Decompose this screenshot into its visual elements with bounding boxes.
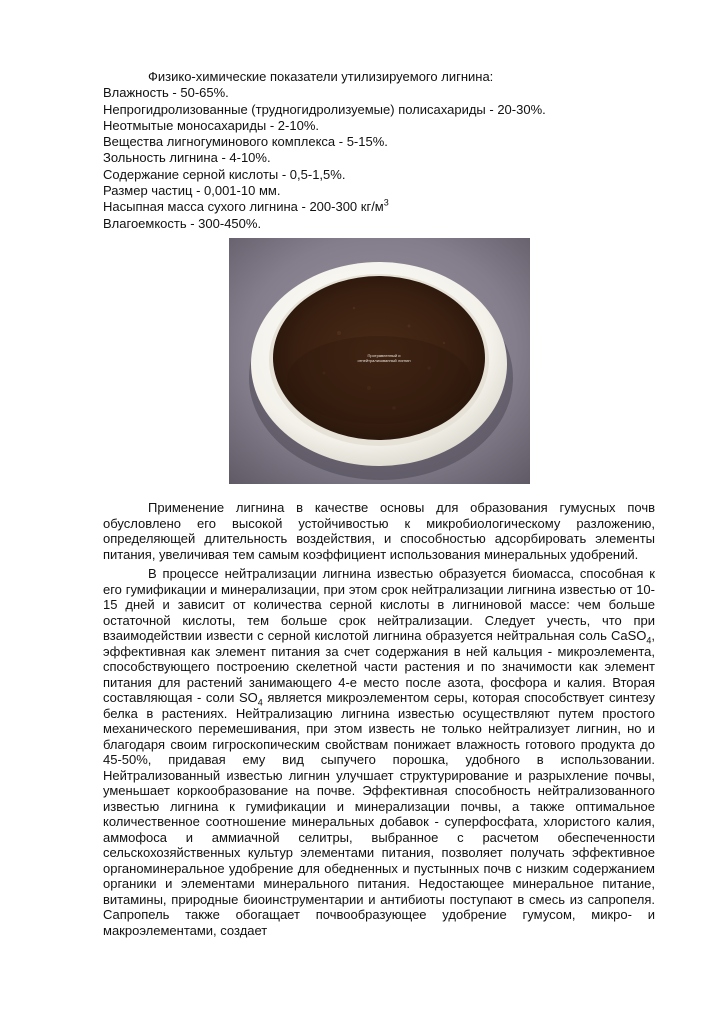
caso4-subscript: 4 [646,635,652,646]
bulk-density-unit-sup: 3 [383,198,389,209]
p2-part-a: В процессе нейтрализации лигнина известью образуется биомасса, способная к его гумификации и минерализации, при этом срок нейтрализации лигнина известью от 10-15 дней и зависит от количества серной кислоты в лигниновой массе: чем больше остаточной кислоты, тем больше срок нейтрализации. Следует учесть, что при взаимодействии извести с серной кислотой лигнина образуется нейтральная соль CaSO [103,566,655,643]
article-body [103,500,655,942]
param-bulk-density [103,199,663,215]
bulk-density-text: Насыпная масса сухого лигнина - 200-300 кг/м [103,199,384,215]
param-lignohumic: Вещества лигногуминового комплекса - 5-15%. [103,134,388,150]
param-monosaccharides: Неотмытые моносахариды - 2-10%. [103,117,319,133]
so4-subscript: 4 [257,697,263,708]
p2-part-b: , эффективная как элемент питания за счет содержания в ней кальция - микроэлемента, способствующего построению скелетной части растения и по значимости как элемент питания для растений занимающего 4-е место после азота, фосфора и калия. Вторая составляющая - соли SO [103,628,655,705]
parameters-intro: Физико-химические показатели утилизируемого лигнина: [148,69,494,84]
photo-caption: Протравленный и отнейтрализованный лигнин [357,353,411,363]
lignin-parameters [103,69,663,232]
paragraph-lignin-application: Применение лигнина в качестве основы для образования гумусных почв обусловлено его высокой устойчивостью к микробиологическому разложению, определяющей длительность воздействия, и способностью адсорбировать элементы питания, увеличивая тем самым коэффициент использования минеральных удобрений. [103,500,655,562]
param-polysaccharides: Непрогидролизованные (трудногидролизуемые) полисахариды - 20-30%. [103,101,546,117]
param-moisture: Влажность - 50-65%. [103,85,229,101]
lignin-bowl-photo [229,238,530,484]
paragraph-neutralization [103,566,655,938]
param-sulfuric-acid: Содержание серной кислоты - 0,5-1,5%. [103,166,346,182]
p2-part-c: является микроэлементом серы, которая способствует синтезу белка в растениях. Нейтрализацию лигнина известью осуществляют путем простого механического перемешивания, при этом известь не только нейтрализует лигнин, но и благодаря своим гигроскопическим свойствам понижает влажность готового продукта до 45-50%, придавая ему вид сыпучего порошка, удобного в использовании. Нейтрализованный известью лигнин улучшает структурирование и разрыхление почвы, уменьшает коркообразование на почве. Эффективная способность нейтрализованного известью лигнина к гумификации и минерализации почвы, а также оптимальное количественное соотношение минеральных добавок - суперфосфата, хлористого калия, аммофоса и аммиачной селитры, выбранное с расчетом обеспеченности сельскохозяйственных культур элементами питания, позволяет получать эффективное органоминеральное удобрение для обедненных и пустынных почв с низким содержанием органики и элементами минерального питания. Недостающее минеральное питание, витамины, природные биоинструментарии и антибиоты поступают в смесь из сапропеля. Сапропель также обогащает почвообразующее удобрение гумусом, микро- и макроэлементами, создает [103,690,655,938]
param-water-capacity: Влагоемкость - 300-450%. [103,215,262,231]
param-ash: Зольность лигнина - 4-10%. [103,150,271,166]
param-particle-size: Размер частиц - 0,001-10 мм. [103,183,281,199]
